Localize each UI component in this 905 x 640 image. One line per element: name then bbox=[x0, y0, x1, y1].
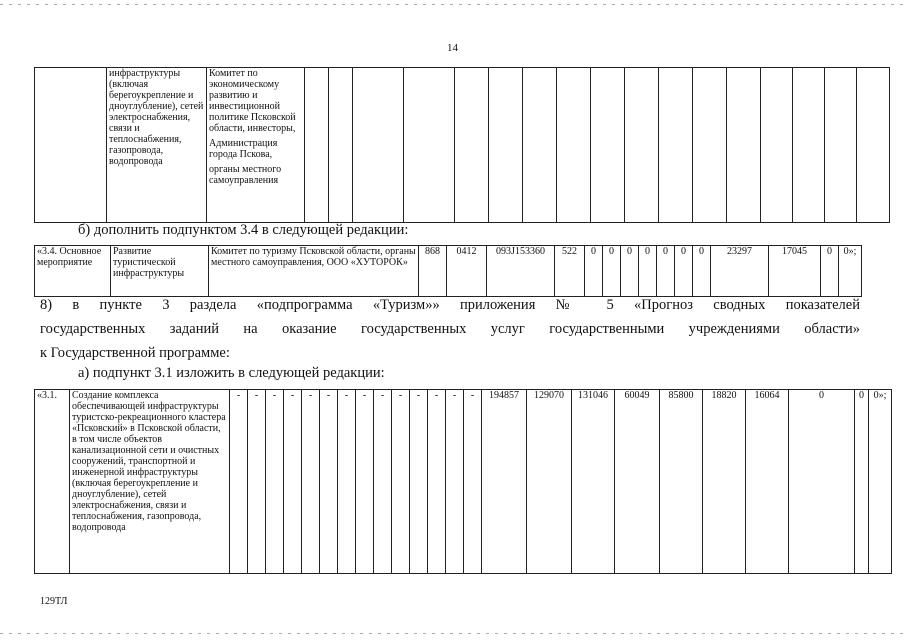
cell-empty bbox=[625, 68, 659, 223]
cell-empty bbox=[825, 68, 857, 223]
cell-empty bbox=[857, 68, 890, 223]
cell-dash: - bbox=[284, 390, 302, 574]
cell-empty bbox=[35, 68, 107, 223]
cell-value: 0 bbox=[693, 246, 711, 297]
cell-dash: - bbox=[320, 390, 338, 574]
scan-noise-top bbox=[0, 4, 905, 5]
cell-value: 131046 bbox=[572, 390, 615, 574]
executor-part-1: Комитет по экономическому развитию и инвестиционной политике Псковской области, инвесторы, bbox=[209, 68, 296, 134]
cell-dash: - bbox=[338, 390, 356, 574]
cell-empty bbox=[557, 68, 591, 223]
cell-empty bbox=[489, 68, 523, 223]
table-subitem-3-1 bbox=[34, 389, 892, 574]
cell-number: «3.4. Основное мероприятие bbox=[35, 246, 111, 297]
document-code: 129ТЛ bbox=[40, 596, 68, 607]
cell-dash: - bbox=[464, 390, 482, 574]
cell-value: 16064 bbox=[746, 390, 789, 574]
paragraph-8-line-1: 8) в пункте 3 раздела «подпрограмма «Туризм»» приложения № 5 «Прогноз сводных показателей bbox=[40, 297, 860, 313]
cell-value: 0 bbox=[621, 246, 639, 297]
cell-dash: - bbox=[266, 390, 284, 574]
cell-empty bbox=[329, 68, 353, 223]
cell-dash: - bbox=[302, 390, 320, 574]
cell-value: 17045 bbox=[769, 246, 821, 297]
scan-noise-bottom bbox=[0, 633, 905, 634]
cell-number: «3.1. bbox=[35, 390, 70, 574]
page-number: 14 bbox=[447, 42, 458, 54]
cell-dash: - bbox=[374, 390, 392, 574]
cell-measure-name: инфраструктуры (включая берегоукрепление и дноуглубление), сетей электроснабжения, связи и теплоснабжения, газопровода, водопровода bbox=[107, 68, 207, 223]
cell-value: 18820 bbox=[703, 390, 746, 574]
cell-empty bbox=[727, 68, 761, 223]
paragraph-8-line-2: государственных заданий на оказание государственных услуг государственными учреждениями области» bbox=[40, 321, 860, 337]
cell-value: 0 bbox=[789, 390, 855, 574]
paragraph-8-line-3: к Государственной программе: bbox=[40, 345, 230, 361]
cell-value: 0 bbox=[855, 390, 869, 574]
cell-empty bbox=[523, 68, 557, 223]
cell-measure-name: Развитие туристической инфраструктуры bbox=[111, 246, 209, 297]
cell-value: 0 bbox=[585, 246, 603, 297]
cell-value: 129070 bbox=[527, 390, 572, 574]
cell-executor: Комитет по туризму Псковской области, органы местного самоуправления, ООО «ХУТОРОК» bbox=[209, 246, 419, 297]
table-subitem-3-4 bbox=[34, 245, 862, 297]
cell-empty bbox=[455, 68, 489, 223]
cell-empty bbox=[761, 68, 793, 223]
cell-code: 522 bbox=[555, 246, 585, 297]
cell-empty bbox=[659, 68, 693, 223]
cell-value: 194857 bbox=[482, 390, 527, 574]
executor-part-2: Администрация города Пскова, bbox=[209, 138, 278, 160]
cell-dash: - bbox=[428, 390, 446, 574]
cell-dash: - bbox=[356, 390, 374, 574]
cell-value: 23297 bbox=[711, 246, 769, 297]
cell-value: 0 bbox=[657, 246, 675, 297]
cell-measure-name: Создание комплекса обеспечивающей инфраструктуры туристско-рекреационного кластера «Псковский» в Псковской области, в том числе объектов канализационной сети и очистных сооружений, транспортной и инженерной инфраструктуры (включая берегоукрепление и дноуглубление), сетей электроснабжения, связи и теплоснабжения, газопровода, водопровода bbox=[70, 390, 230, 574]
cell-value: 0 bbox=[675, 246, 693, 297]
cell-empty bbox=[305, 68, 329, 223]
cell-executor bbox=[207, 68, 305, 223]
cell-value: 85800 bbox=[660, 390, 703, 574]
cell-empty bbox=[793, 68, 825, 223]
cell-empty bbox=[591, 68, 625, 223]
cell-value: 0 bbox=[603, 246, 621, 297]
cell-dash: - bbox=[446, 390, 464, 574]
cell-dash: - bbox=[230, 390, 248, 574]
cell-code: 868 bbox=[419, 246, 447, 297]
cell-value: 0»; bbox=[869, 390, 892, 574]
table-continuation bbox=[34, 67, 890, 223]
cell-code: 0412 bbox=[447, 246, 487, 297]
cell-dash: - bbox=[410, 390, 428, 574]
instruction-a: а) подпункт 3.1 изложить в следующей редакции: bbox=[78, 365, 385, 381]
cell-dash: - bbox=[248, 390, 266, 574]
cell-dash: - bbox=[392, 390, 410, 574]
cell-empty bbox=[693, 68, 727, 223]
cell-empty bbox=[404, 68, 455, 223]
cell-value: 60049 bbox=[615, 390, 660, 574]
cell-value: 0 bbox=[821, 246, 839, 297]
executor-part-3: органы местного самоуправления bbox=[209, 164, 282, 186]
cell-empty bbox=[353, 68, 404, 223]
cell-value: 0»; bbox=[839, 246, 862, 297]
instruction-b: б) дополнить подпунктом 3.4 в следующей редакции: bbox=[78, 222, 409, 238]
cell-code: 093J153360 bbox=[487, 246, 555, 297]
cell-value: 0 bbox=[639, 246, 657, 297]
